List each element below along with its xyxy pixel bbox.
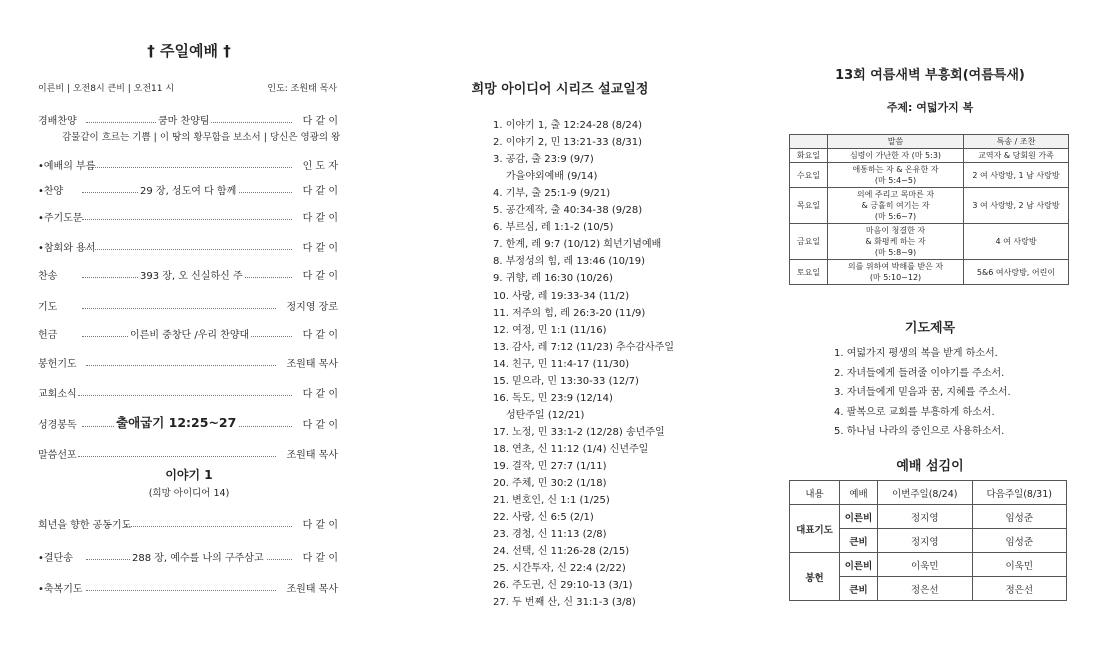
revival-table xyxy=(789,134,1069,285)
role-cell: 봉헌 xyxy=(790,553,840,601)
special-cell: 4 여 사랑방 xyxy=(964,224,1069,260)
schedule-item: 25. 시간투자, 신 22:4 (2/22) xyxy=(493,563,626,575)
order-label: •예배의 부름 xyxy=(38,161,96,172)
order-label: •결단송 xyxy=(38,553,73,564)
order-role: 인 도 자 xyxy=(301,157,338,172)
header-cell: 이번주일(8/24) xyxy=(878,481,973,505)
schedule-item: 24. 선택, 신 11:26-28 (2/15) xyxy=(493,546,630,558)
next-week-cell: 정은선 xyxy=(972,577,1067,601)
order-label: 말씀선포 xyxy=(38,450,77,461)
leader-dots xyxy=(88,167,292,168)
word-line: & 긍휼히 여기는 자 xyxy=(861,201,930,210)
header-cell: 다음주일(8/31) xyxy=(972,481,1067,505)
order-role: 다 같 이 xyxy=(301,416,338,431)
schedule-item: 13. 감사, 레 7:12 (11/23) 추수감사주일 xyxy=(493,341,674,353)
schedule-item: 2. 이야기 2, 민 13:21-33 (8/31) xyxy=(493,137,643,149)
sermon-series-title: 희망 아이디어 시리즈 설교일정 xyxy=(471,82,649,97)
header-cell: 예배 xyxy=(840,481,878,505)
word-line: (마 5:8~9) xyxy=(874,248,917,257)
order-row xyxy=(38,239,338,253)
schedule-item: 18. 연초, 신 11:12 (1/4) 신년주일 xyxy=(493,443,649,455)
next-week-cell: 임성준 xyxy=(972,529,1067,553)
order-detail: 29 장, 성도여 다 함께 xyxy=(138,182,238,197)
order-detail: 393 장, 오 신실하신 주 xyxy=(138,267,245,282)
day-cell: 토요일 xyxy=(790,260,828,285)
order-role: 조원태 목사 xyxy=(285,446,338,461)
service-cell: 이른비 xyxy=(840,553,878,577)
order-label: •주기도문 xyxy=(38,213,83,224)
special-cell: 교역자 & 당회원 가족 xyxy=(964,149,1069,163)
order-row xyxy=(38,209,338,223)
order-role: 다 같 이 xyxy=(301,239,338,254)
word-line: 의에 주리고 목마른 자 xyxy=(856,190,935,199)
order-label: 봉헌기도 xyxy=(38,359,77,370)
service-cell: 큰비 xyxy=(840,529,878,553)
servers-table xyxy=(789,480,1067,601)
schedule-item: 19. 결작, 민 27:7 (1/11) xyxy=(493,461,607,472)
header-cell: 말씀 xyxy=(828,135,964,149)
schedule-item: 3. 공감, 출 23:9 (9/7) xyxy=(493,154,594,166)
order-detail: 쿰마 찬양팀 xyxy=(156,112,211,127)
word-cell xyxy=(828,188,964,224)
word-line: 마음이 청결한 자 xyxy=(865,226,926,235)
leader-dots xyxy=(86,590,276,591)
prayer-item: 2. 자녀들에게 들려줄 이야기를 주소서. xyxy=(834,367,1005,379)
word-line: 의를 위하여 박해를 받은 자 xyxy=(847,262,944,271)
special-cell: 2 여 사랑방, 1 남 사랑방 xyxy=(964,163,1069,188)
special-cell: 3 여 사랑방, 2 남 사랑방 xyxy=(964,188,1069,224)
schedule-item: 23. 경청, 신 11:13 (2/8) xyxy=(493,529,607,541)
leader-dots xyxy=(86,365,276,366)
schedule-item: 27. 두 번째 산, 신 31:1-3 (3/8) xyxy=(493,597,636,609)
schedule-item: 17. 노정, 민 33:1-2 (12/28) 송년주일 xyxy=(493,426,665,438)
schedule-item: 12. 여정, 민 1:1 (11/16) xyxy=(493,324,607,336)
revival-table-header xyxy=(790,135,1069,149)
prayer-item: 4. 팔복으로 교회를 부흥하게 하소서. xyxy=(834,406,995,418)
schedule-item: 14. 친구, 민 11:4-17 (11/30) xyxy=(493,358,630,370)
order-role: 다 같 이 xyxy=(301,549,338,564)
day-cell: 화요일 xyxy=(790,149,828,163)
order-row xyxy=(38,326,338,340)
order-role: 다 같 이 xyxy=(301,267,338,282)
order-label: 기도 xyxy=(38,302,58,313)
order-role: 조원태 목사 xyxy=(285,580,338,595)
order-label: 성경봉독 xyxy=(38,420,77,431)
schedule-item: 9. 귀향, 레 16:30 (10/26) xyxy=(493,273,613,285)
order-row xyxy=(38,267,338,281)
order-role: 다 같 이 xyxy=(301,182,338,197)
order-label: 경배찬양 xyxy=(38,116,77,127)
leader: 인도: 조원태 목사 xyxy=(267,84,337,94)
prayer-item: 5. 하나님 나라의 증인으로 사용하소서. xyxy=(834,426,1005,437)
this-week-cell: 정지영 xyxy=(878,505,973,529)
service-cell: 큰비 xyxy=(840,577,878,601)
role-cell: 대표기도 xyxy=(790,505,840,553)
leader-dots xyxy=(82,219,292,220)
schedule-item: 성탄주일 (12/21) xyxy=(506,409,585,421)
order-role: 다 같 이 xyxy=(301,385,338,400)
order-label: •참회와 용서 xyxy=(38,243,96,254)
word-line: (마 5:6~7) xyxy=(874,212,917,221)
word-line: (마 5:10~12) xyxy=(869,273,922,282)
schedule-item: 15. 믿으라, 민 13:30-33 (12/7) xyxy=(493,375,639,387)
day-cell: 수요일 xyxy=(790,163,828,188)
revival-row xyxy=(790,149,1069,163)
order-role: 다 같 이 xyxy=(301,209,338,224)
order-row xyxy=(38,385,338,399)
word-cell xyxy=(828,224,964,260)
hymn-lyrics-line: 감물같이 흐르는 기쁨 | 이 땅의 황무함을 보소서 | 당신은 영광의 왕 xyxy=(62,132,341,143)
revival-theme: 주제: 여덟가지 복 xyxy=(886,101,974,114)
special-cell: 5&6 여사랑방, 어린이 xyxy=(964,260,1069,285)
servers-row xyxy=(790,553,1067,577)
day-cell: 금요일 xyxy=(790,224,828,260)
header-cell: 내용 xyxy=(790,481,840,505)
schedule-item: 8. 부정성의 힘, 레 13:46 (10/19) xyxy=(493,256,646,268)
order-row xyxy=(38,516,338,530)
order-label: 찬송 xyxy=(38,271,58,282)
order-row xyxy=(38,580,338,594)
next-week-cell: 이욱민 xyxy=(972,553,1067,577)
schedule-item: 11. 저주의 힘, 레 26:3-20 (11/9) xyxy=(493,307,646,319)
next-week-cell: 임성준 xyxy=(972,505,1067,529)
word-line: 애통하는 자 & 온유한 자 xyxy=(852,165,939,174)
word-line: & 화평케 하는 자 xyxy=(865,237,926,246)
this-week-cell: 이욱민 xyxy=(878,553,973,577)
leader-dots xyxy=(78,395,292,396)
schedule-item: 가을야외예배 (9/14) xyxy=(506,171,598,183)
word-line: (마 5:4~5) xyxy=(874,176,917,185)
leader-dots xyxy=(124,526,292,527)
day-cell: 목요일 xyxy=(790,188,828,224)
this-week-cell: 정은선 xyxy=(878,577,973,601)
word-line: 심령이 가난한 자 (마 5:3) xyxy=(849,151,942,160)
order-label: •축복기도 xyxy=(38,584,83,595)
revival-title: 13회 여름새벽 부흥회(여름특새) xyxy=(835,68,1025,83)
order-row xyxy=(38,549,338,563)
schedule-item: 1. 이야기 1, 출 12:24-28 (8/24) xyxy=(493,120,643,131)
schedule-item: 7. 한계, 레 9:7 (10/12) 희년기념예배 xyxy=(493,239,662,251)
order-role: 다 같 이 xyxy=(301,326,338,341)
order-row xyxy=(38,157,338,171)
revival-row xyxy=(790,188,1069,224)
order-row xyxy=(38,355,338,369)
order-label: 교회소식 xyxy=(38,389,77,400)
revival-row xyxy=(790,260,1069,285)
leader-dots xyxy=(82,308,276,309)
schedule-item: 6. 부르심, 레 1:1-2 (10/5) xyxy=(493,222,614,234)
servers-title: 예배 섬김이 xyxy=(896,459,964,474)
sermon-title: 이야기 1 xyxy=(165,468,213,482)
order-role: 다 같 이 xyxy=(301,112,338,127)
servers-row xyxy=(790,505,1067,529)
header-cell: 특송 / 조찬 xyxy=(964,135,1069,149)
order-label: •찬양 xyxy=(38,186,64,197)
schedule-item: 22. 사랑, 신 6:5 (2/1) xyxy=(493,512,594,524)
order-detail: 이른비 중창단 /우리 찬양대 xyxy=(128,326,251,341)
revival-row xyxy=(790,224,1069,260)
order-role: 정지영 장로 xyxy=(285,298,338,313)
schedule-item: 16. 독도, 민 23:9 (12/14) xyxy=(493,392,613,404)
prayer-item: 3. 자녀들에게 믿음과 꿈, 지혜를 주소서. xyxy=(834,387,1011,398)
prayer-item: 1. 여덟가지 평생의 복을 받게 하소서. xyxy=(834,348,998,359)
order-role: 조원태 목사 xyxy=(285,355,338,370)
header-cell xyxy=(790,135,828,149)
leader-dots xyxy=(78,456,276,457)
order-label: 헌금 xyxy=(38,330,58,341)
revival-row xyxy=(790,163,1069,188)
schedule-item: 26. 주도권, 신 29:10-13 (3/1) xyxy=(493,580,633,592)
word-cell xyxy=(828,260,964,285)
leader-dots xyxy=(82,249,292,250)
order-detail: 288 장, 예수를 나의 구주삼고 xyxy=(130,549,266,564)
word-cell xyxy=(828,163,964,188)
order-detail: 출애굽기 12:25~27 xyxy=(116,415,237,430)
prayer-title: 기도제목 xyxy=(904,321,956,336)
this-week-cell: 정지영 xyxy=(878,529,973,553)
servers-table-header xyxy=(790,481,1067,505)
schedule-item: 5. 공간제작, 출 40:34-38 (9/28) xyxy=(493,205,643,217)
order-row xyxy=(38,182,338,196)
schedule-item: 20. 주체, 민 30:2 (1/18) xyxy=(493,478,607,490)
schedule-item: 21. 변호인, 신 1:1 (1/25) xyxy=(493,495,610,507)
order-row xyxy=(38,298,338,312)
order-row xyxy=(38,416,338,430)
order-row xyxy=(38,112,338,126)
sermon-subtitle: (희망 아이디어 14) xyxy=(148,488,230,499)
order-role: 다 같 이 xyxy=(301,516,338,531)
service-times: 이른비 | 오전8시 큰비 | 오전11 시 xyxy=(38,84,175,94)
word-cell xyxy=(828,149,964,163)
schedule-item: 4. 기부, 출 25:1-9 (9/21) xyxy=(493,188,611,200)
schedule-item: 10. 사랑, 레 19:33-34 (11/2) xyxy=(493,290,630,302)
service-cell: 이른비 xyxy=(840,505,878,529)
order-label: 희년을 향한 공동기도 xyxy=(38,520,132,531)
order-row xyxy=(38,446,338,460)
worship-title: † 주일예배 † xyxy=(147,42,231,60)
